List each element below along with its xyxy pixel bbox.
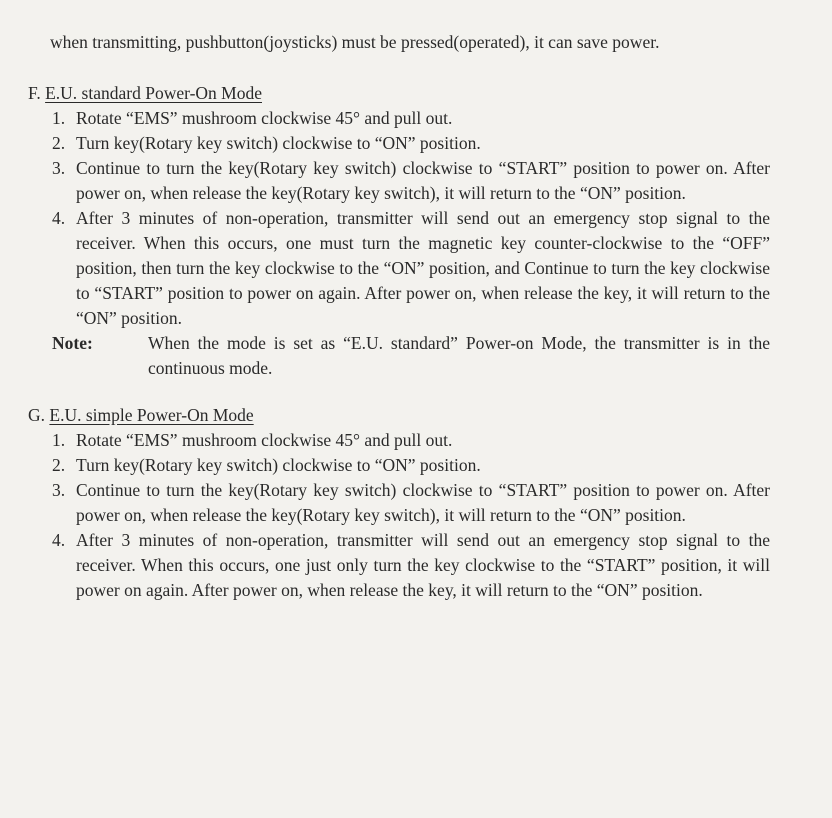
section-letter: G. (28, 405, 46, 425)
step-text: Continue to turn the key(Rotary key switch) clockwise to “START” position to power on. After power on, when release the key(Rotary key switch), it will return to the “ON” position. (76, 158, 770, 203)
list-item (28, 428, 770, 453)
step-number: 2. (52, 455, 66, 475)
step-text: Turn key(Rotary key switch) clockwise to “ON” position. (76, 455, 481, 475)
list-item (28, 131, 770, 156)
step-text: Turn key(Rotary key switch) clockwise to “ON” position. (76, 133, 481, 153)
section-eu-standard (28, 81, 792, 381)
step-text: Rotate “EMS” mushroom clockwise 45° and pull out. (76, 430, 453, 450)
intro-paragraph: when transmitting, pushbutton(joysticks) must be pressed(operated), it can save power. (50, 32, 660, 52)
step-number: 2. (52, 133, 66, 153)
step-text: After 3 minutes of non-operation, transmitter will send out an emergency stop signal to the receiver. When this occurs, one just only turn the key clockwise to the “START” position, it will power on again. After power on, when release the key, it will return to the “ON” position. (76, 530, 770, 600)
section-letter: F. (28, 83, 41, 103)
step-list (28, 428, 792, 603)
step-list (28, 106, 792, 331)
step-number: 4. (52, 208, 66, 228)
list-item (28, 206, 770, 331)
section-eu-simple (28, 403, 792, 603)
note-text: When the mode is set as “E.U. standard” Power-on Mode, the transmitter is in the continuous mode. (148, 333, 770, 378)
note (28, 331, 770, 381)
section-title: E.U. standard Power-On Mode (45, 83, 262, 103)
list-item (28, 106, 770, 131)
list-item (28, 528, 770, 603)
list-item (28, 453, 770, 478)
step-number: 1. (52, 108, 66, 128)
step-number: 3. (52, 158, 66, 178)
step-number: 1. (52, 430, 66, 450)
step-number: 3. (52, 480, 66, 500)
step-text: Continue to turn the key(Rotary key switch) clockwise to “START” position to power on. After power on, when release the key(Rotary key switch), it will return to the “ON” position. (76, 480, 770, 525)
step-text: Rotate “EMS” mushroom clockwise 45° and pull out. (76, 108, 453, 128)
list-item (28, 156, 770, 206)
section-heading (28, 403, 792, 428)
step-number: 4. (52, 530, 66, 550)
section-heading (28, 81, 792, 106)
note-label: Note: (52, 333, 93, 353)
list-item (28, 478, 770, 528)
step-text: After 3 minutes of non-operation, transmitter will send out an emergency stop signal to the receiver. When this occurs, one must turn the magnetic key counter-clockwise to the “OFF” position, then turn the key clockwise to the “ON” position, and Continue to turn the key clockwise to “START” position to power on again. After power on, when release the key, it will return to the “ON” position. (76, 208, 770, 328)
section-title: E.U. simple Power-On Mode (49, 405, 254, 425)
